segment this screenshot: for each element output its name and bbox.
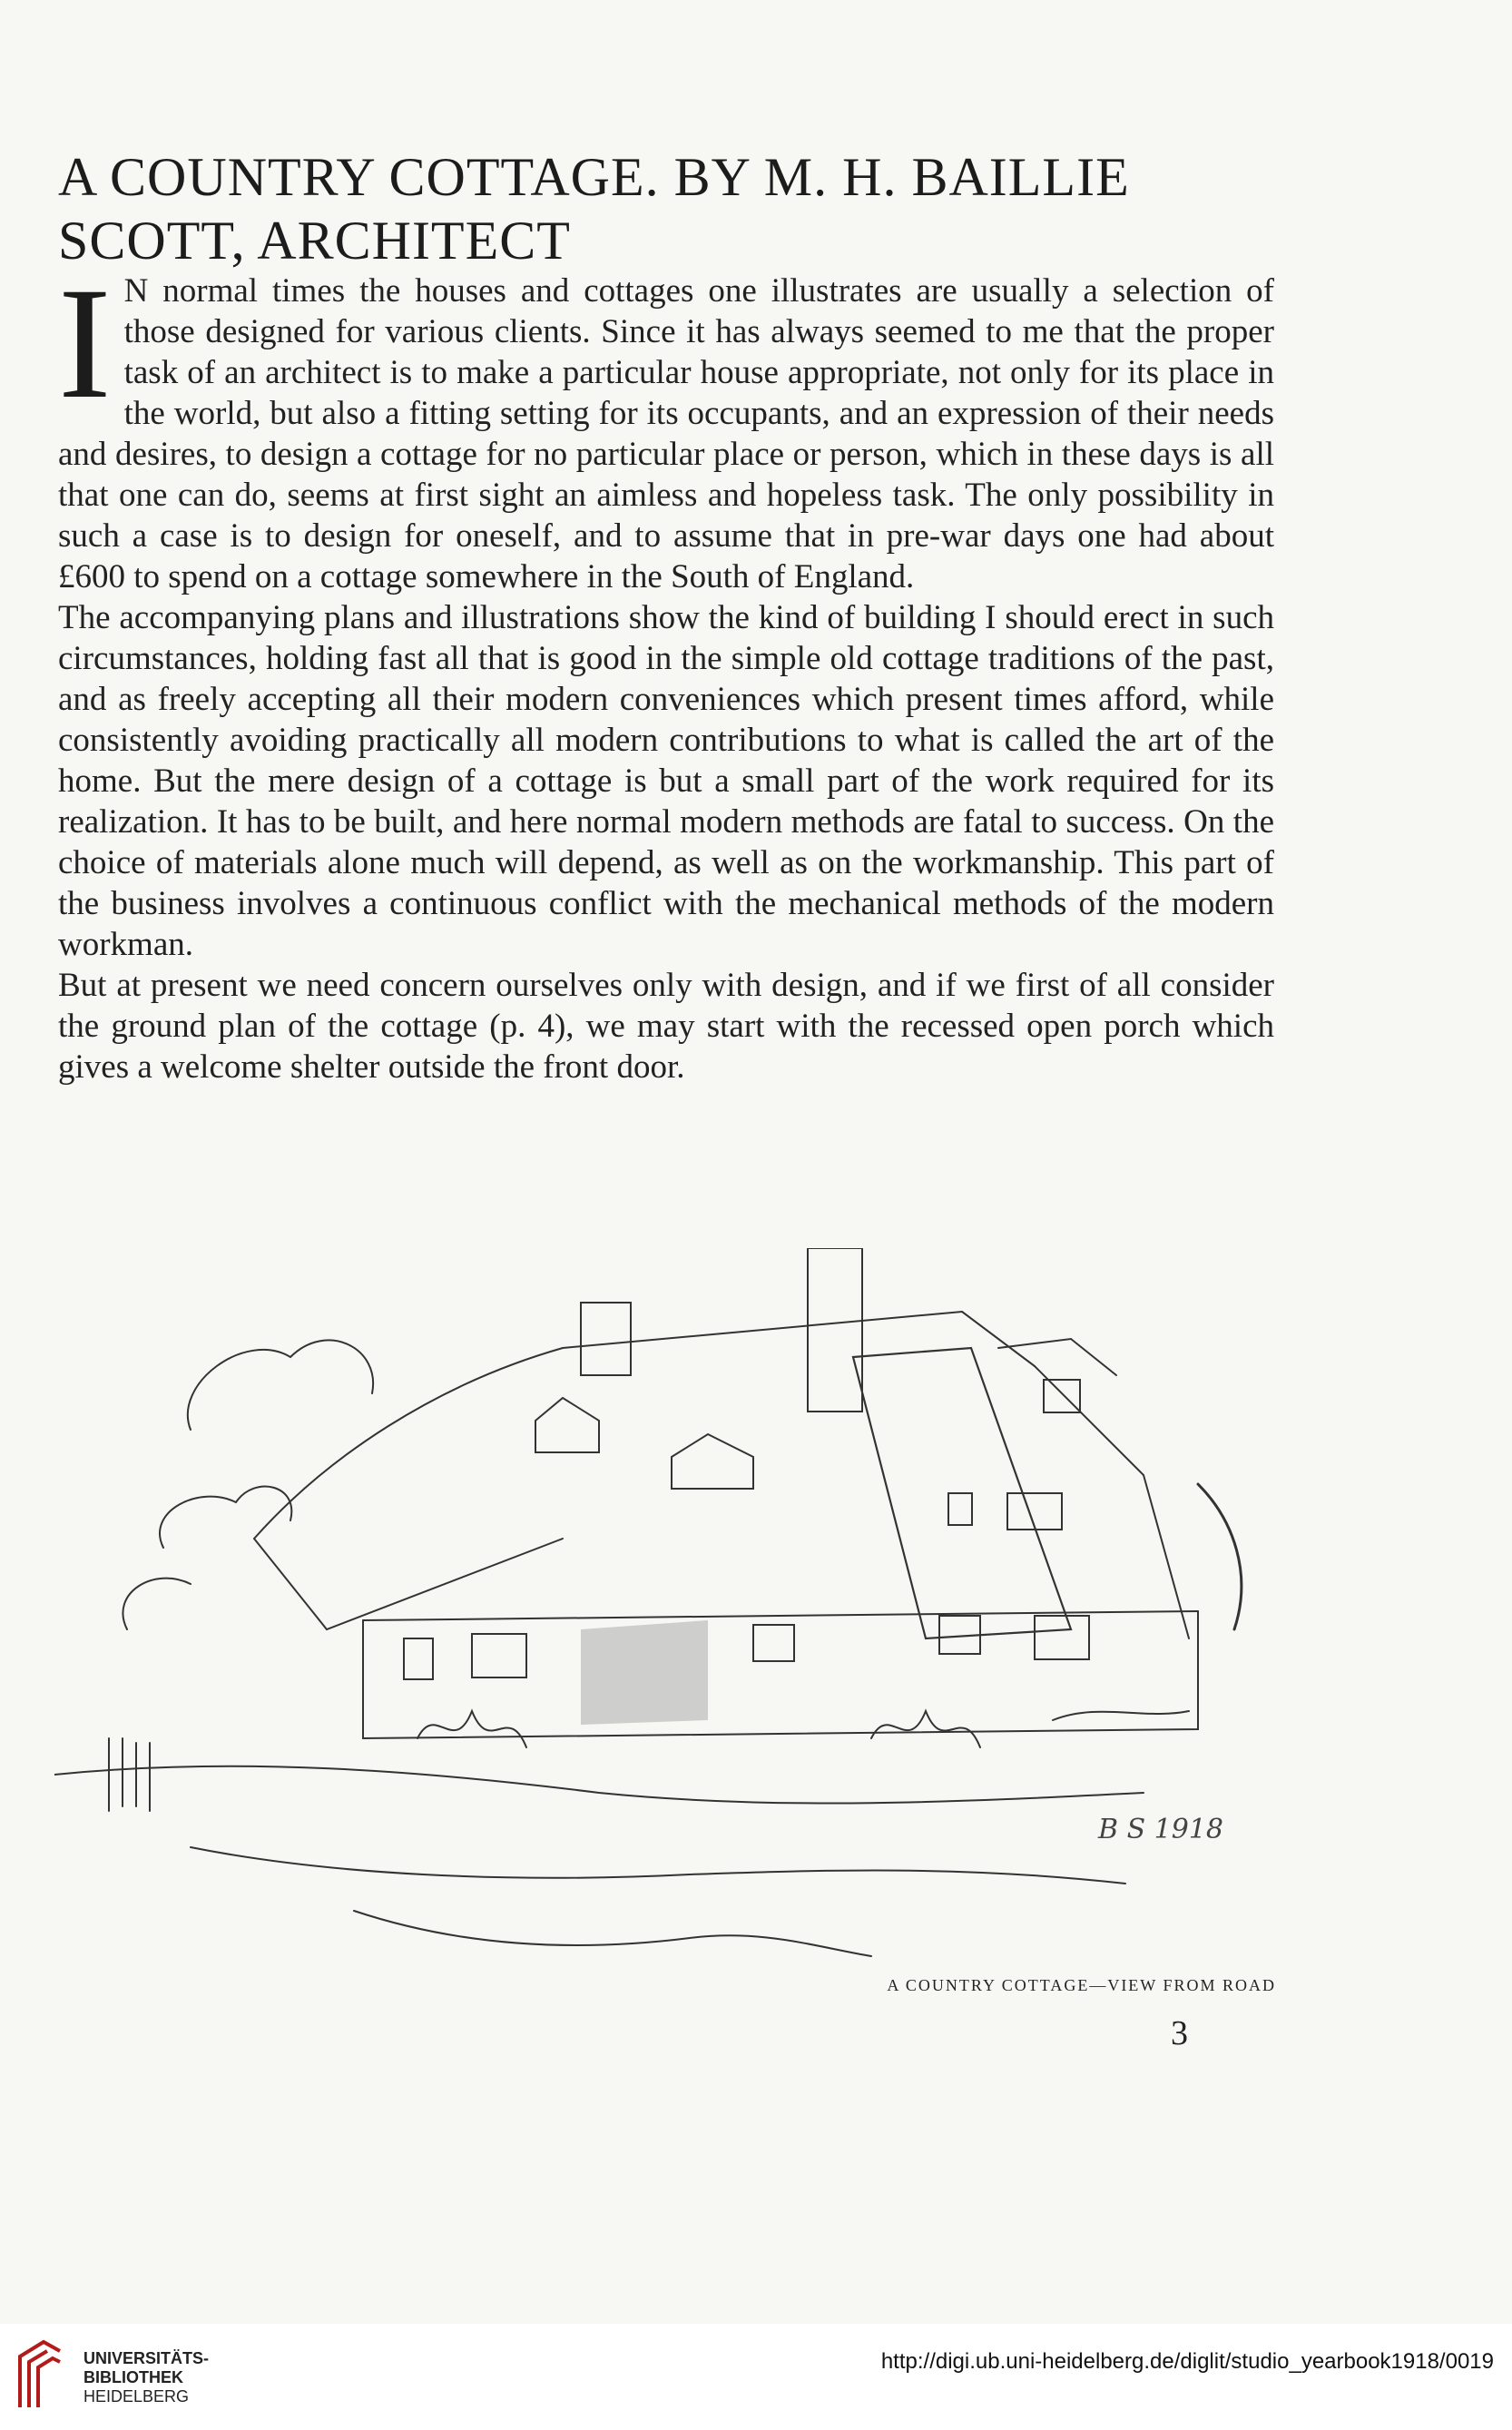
figure-caption: A COUNTRY COTTAGE—VIEW FROM ROAD bbox=[887, 1976, 1276, 1994]
library-line-3: HEIDELBERG bbox=[83, 2387, 190, 2405]
library-name bbox=[83, 2349, 209, 2406]
artist-signature: B S 1918 bbox=[1098, 1814, 1224, 1845]
page-number: 3 bbox=[1171, 2014, 1188, 2052]
paragraph-1-text: N normal times the houses and cottages one illustrates are usually a selection of those designed for various clients. Since it has always seemed to me that the proper task of an architect is to make a particular house appropriate, not only for its place in the world, but also a fitting setting for its occupants, and an expression of their needs and desires, to design a cottage for no particular place or person, which in these days is all that one can do, seems at first sight an aimless and hopeless task. The only possibility in such a case is to design for oneself, and to assume that in pre-war days one had about £600 to spend on a cottage somewhere in the South of England. bbox=[58, 272, 1274, 595]
library-logo-icon bbox=[16, 2338, 64, 2411]
article-body bbox=[58, 255, 1274, 1087]
source-url-link[interactable]: http://digi.ub.uni-heidelberg.de/diglit/studio_yearbook1918/0019 bbox=[880, 2349, 1494, 2374]
paragraph-3: But at present we need concern ourselves only with design, and if we first of all consider the ground plan of the cottage (p. 4), we may start with the recessed open porch which gives a welcome shelter outside the front door. bbox=[58, 967, 1274, 1086]
article-title: A COUNTRY COTTAGE. BY M. H. BAILLIE SCOTT, ARCHITECT bbox=[58, 147, 1130, 271]
digitization-footer bbox=[0, 2324, 1512, 2430]
library-line-1: UNIVERSITÄTS- bbox=[83, 2349, 210, 2367]
cottage-sketch bbox=[54, 1248, 1307, 1992]
drop-cap: I bbox=[58, 255, 112, 432]
paragraph-2: The accompanying plans and illustrations show the kind of building I should erect in such circumstances, holding fast all that is good in the simple old cottage traditions of the past, and as freely accepting all their modern conveniences which present times afford, while consistently avoiding practically all modern contributions to what is called the art of the home. But the mere design of a cottage is but a small part of the work required for its realization. It has to be built, and here normal modern methods are fatal to success. On the choice of materials alone much will depend, as well as on the workmanship. This part of the business involves a continuous conflict with the mechanical methods of the modern workman. bbox=[58, 599, 1274, 963]
library-line-2: BIBLIOTHEK bbox=[83, 2368, 183, 2386]
paragraph-1 bbox=[58, 255, 1274, 597]
